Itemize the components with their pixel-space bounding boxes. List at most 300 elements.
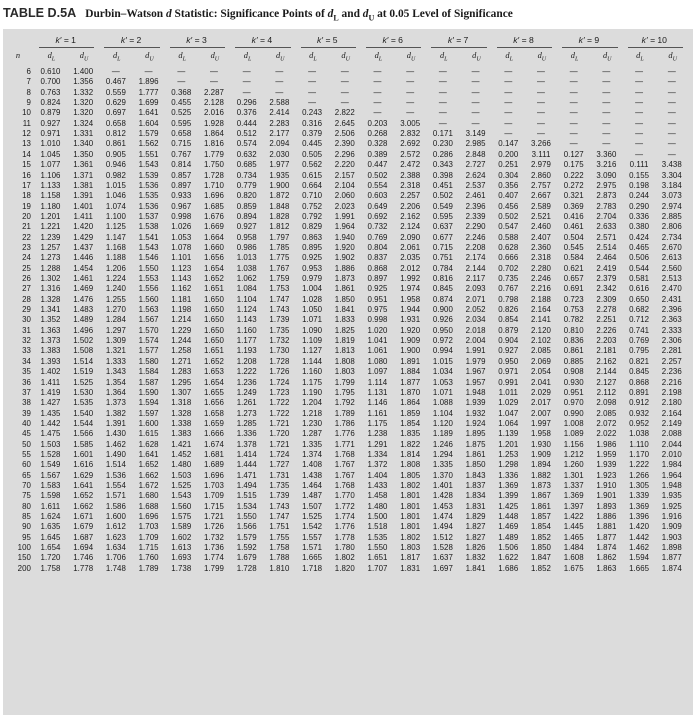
dl-cell: 1.333 [105, 356, 126, 366]
row-n-cell: 11 [22, 118, 31, 128]
dl-cell: 0.904 [498, 336, 519, 346]
row-n-cell: 40 [22, 418, 31, 428]
table-tag: TABLE D.5A [3, 6, 77, 20]
du-cell: 1.900 [400, 346, 421, 356]
du-cell: 1.801 [400, 522, 421, 532]
du-cell: 1.750 [204, 160, 224, 170]
du-cell: 1.514 [73, 356, 94, 366]
dl-cell: 0.905 [105, 149, 126, 159]
dl-cell: 0.692 [367, 211, 388, 221]
du-cell: 1.803 [400, 543, 421, 553]
dl-cell: 1.061 [367, 346, 388, 356]
dl-cell: 0.682 [629, 305, 650, 315]
table-row [7, 243, 689, 253]
du-cell: 1.891 [400, 356, 421, 366]
table-row [7, 357, 689, 367]
dl-cell: 1.399 [498, 491, 519, 501]
du-cell: 2.280 [531, 263, 551, 273]
du-cell: 1.535 [73, 398, 94, 408]
du-cell: 1.739 [269, 491, 290, 501]
dl-cell: 0.343 [432, 160, 453, 170]
du-cell: 2.822 [334, 108, 355, 118]
du-cell: 2.414 [269, 108, 290, 118]
row-n-cell: 55 [22, 449, 31, 459]
row-n-cell: 10 [22, 108, 31, 118]
dl-cell: 1.222 [629, 460, 650, 470]
du-cell: 2.513 [661, 274, 682, 283]
dl-cell: 1.543 [171, 491, 192, 501]
k-group-rule [235, 47, 290, 48]
du-cell: 1.816 [204, 139, 224, 149]
du-cell: 1.461 [73, 274, 94, 283]
du-cell: 2.472 [400, 160, 421, 170]
dl-cell: 1.011 [498, 387, 518, 397]
du-cell: 1.361 [73, 160, 94, 170]
dl-cell: 1.053 [432, 377, 453, 387]
du-cell: 1.896 [138, 77, 159, 87]
dl-cell: 0.897 [367, 274, 388, 283]
dl-cell: 0.657 [563, 274, 584, 283]
du-cell: 1.909 [400, 336, 421, 346]
du-cell: 1.772 [334, 501, 355, 511]
du-cell: 1.864 [400, 398, 421, 408]
dl-cell: 1.190 [302, 387, 323, 397]
dl-cell: 1.427 [40, 398, 61, 408]
du-cell: 1.721 [269, 418, 290, 428]
du-cell: 1.722 [269, 408, 290, 418]
dl-cell: 0.816 [432, 274, 453, 283]
dl-cell: 0.650 [629, 294, 650, 304]
dl-cell: 0.979 [302, 274, 323, 283]
dl-cell: 0.595 [171, 118, 192, 128]
dl-cell: 0.952 [629, 418, 650, 428]
du-cell: 1.872 [269, 191, 290, 201]
dl-cell: 1.335 [432, 460, 453, 470]
du-cell: 2.010 [661, 449, 682, 459]
dl-cell: — [373, 77, 382, 87]
du-column-header: $d_U$ [537, 51, 547, 63]
du-cell: 2.104 [334, 180, 355, 190]
dl-cell: 1.260 [563, 460, 584, 470]
dl-cell: 0.735 [498, 274, 519, 283]
dl-cell: 1.534 [236, 501, 257, 511]
du-cell: — [275, 87, 284, 97]
dl-cell: 1.162 [171, 284, 192, 294]
dl-cell: 0.763 [40, 87, 61, 97]
du-cell: 2.220 [334, 160, 355, 170]
dl-cell: 0.950 [498, 356, 519, 366]
dl-cell: 0.753 [563, 305, 584, 315]
du-cell: 2.157 [334, 170, 355, 180]
du-cell: 1.652 [204, 274, 224, 283]
du-cell: 1.986 [596, 439, 617, 449]
dl-cell: 1.078 [171, 242, 192, 252]
du-cell: — [602, 139, 611, 149]
du-cell: 2.072 [596, 418, 617, 428]
du-cell: 2.783 [596, 201, 617, 211]
dl-cell: 1.004 [302, 284, 323, 294]
row-n-cell: 22 [22, 232, 31, 242]
dl-cell: — [504, 118, 513, 128]
du-cell: 1.641 [138, 108, 159, 118]
dl-cell: 0.407 [498, 191, 519, 201]
du-cell: 1.841 [334, 305, 355, 315]
k-value: 2 [136, 35, 142, 45]
dl-cell: 0.700 [40, 77, 61, 87]
dl-cell: 1.294 [432, 449, 453, 459]
du-cell: 1.964 [334, 222, 355, 232]
du-cell: 3.090 [596, 170, 617, 180]
dl-cell: 0.200 [498, 149, 519, 159]
dl-cell: 0.972 [432, 336, 453, 346]
dl-cell: 0.666 [498, 253, 519, 263]
du-cell: 1.650 [204, 294, 224, 304]
dl-cell: 1.634 [105, 543, 126, 553]
dl-cell: 1.442 [40, 418, 61, 428]
du-cell: 1.935 [269, 170, 290, 180]
row-n-cell: 30 [22, 315, 31, 325]
dl-cell: 0.304 [498, 170, 519, 180]
du-cell: — [602, 108, 611, 118]
dl-cell: 1.594 [629, 553, 650, 563]
dl-cell: 1.611 [40, 501, 61, 511]
du-cell: — [537, 129, 545, 139]
dl-cell: 0.445 [302, 139, 323, 149]
dl-cell: 1.475 [40, 429, 61, 439]
du-cell: 1.655 [204, 387, 224, 397]
du-cell: 1.774 [334, 512, 355, 522]
dl-cell: 1.034 [432, 367, 453, 377]
dl-cell: 1.503 [171, 470, 192, 480]
du-cell: 1.813 [334, 346, 355, 356]
dl-cell: 1.393 [40, 356, 61, 366]
du-cell: 1.979 [465, 356, 486, 366]
dl-cell: — [308, 98, 317, 108]
dl-cell: 1.110 [629, 439, 649, 449]
du-cell: 2.226 [596, 325, 617, 335]
du-cell: 2.613 [661, 253, 682, 263]
dl-cell: 1.156 [563, 439, 584, 449]
table-row [7, 512, 689, 522]
du-cell: 1.819 [334, 336, 355, 346]
du-cell: 1.676 [204, 211, 224, 221]
dl-cell: 1.301 [563, 470, 584, 480]
du-cell: 3.005 [400, 118, 421, 128]
du-cell: 1.709 [204, 491, 224, 501]
dl-cell: 1.084 [236, 284, 257, 294]
dl-cell: 1.284 [105, 315, 126, 325]
du-cell: 1.537 [138, 211, 159, 221]
du-cell: 2.588 [269, 98, 290, 108]
dl-cell: — [569, 108, 578, 118]
du-cell: 1.688 [138, 501, 159, 511]
du-cell: 2.360 [531, 242, 551, 252]
du-cell: 2.979 [531, 160, 551, 170]
dl-cell: 1.484 [563, 543, 584, 553]
k-group-rule [301, 47, 356, 48]
du-cell: 2.470 [661, 284, 682, 294]
table-caption: Durbin–Watson d Statistic: Significance Points of $d_L$ and $d_U$ at 0.05 Level of Significance [85, 8, 513, 23]
du-cell: 1.808 [334, 356, 355, 366]
dl-cell: 0.784 [432, 263, 453, 273]
du-cell: 2.537 [465, 180, 486, 190]
du-cell: 1.924 [465, 418, 486, 428]
du-cell: 1.536 [138, 201, 159, 211]
dl-cell: 0.712 [629, 315, 650, 325]
du-cell: 1.789 [138, 563, 159, 573]
dl-cell: 0.203 [367, 118, 388, 128]
dl-cell: 1.686 [498, 563, 519, 573]
dl-cell: 1.635 [40, 522, 61, 532]
dl-cell: 1.525 [171, 481, 192, 490]
du-cell: 1.863 [596, 563, 617, 573]
dl-cell: 1.383 [40, 346, 61, 356]
dl-cell: 1.720 [40, 553, 61, 563]
dl-cell: 0.927 [498, 346, 519, 356]
table-row [7, 450, 689, 460]
du-cell: 2.023 [334, 201, 355, 211]
du-cell: 1.570 [138, 325, 159, 335]
du-cell: 1.802 [334, 553, 355, 563]
dl-cell: 0.782 [563, 315, 584, 325]
du-cell: — [275, 77, 284, 87]
du-cell: 1.834 [465, 491, 486, 501]
dl-cell: 0.456 [498, 201, 519, 211]
du-cell: 1.715 [204, 501, 224, 511]
du-cell: 1.826 [465, 543, 486, 553]
table-row [7, 388, 689, 398]
dl-cell: 1.550 [236, 512, 257, 522]
du-cell: 2.460 [531, 222, 551, 232]
du-cell: 2.832 [400, 129, 421, 139]
du-cell: 1.779 [204, 149, 224, 159]
du-cell: 2.246 [531, 274, 551, 283]
k-value: 10 [657, 35, 667, 45]
dl-cell: 1.566 [236, 522, 257, 532]
dl-cell: 1.273 [236, 408, 257, 418]
dl-cell: 1.046 [105, 191, 126, 201]
dl-cell: 0.894 [236, 211, 257, 221]
dl-cell: 0.616 [629, 284, 650, 294]
dl-cell: 1.608 [563, 553, 584, 563]
dl-cell: 0.795 [629, 346, 650, 356]
dl-cell: 1.109 [302, 336, 323, 346]
du-cell: 1.884 [400, 367, 421, 377]
du-cell: 2.120 [531, 325, 551, 335]
dl-cell: 1.206 [105, 263, 126, 273]
dl-cell: 1.364 [105, 387, 126, 397]
du-cell: 1.699 [138, 98, 159, 108]
du-cell: 1.785 [269, 242, 290, 252]
du-column-header: $d_U$ [145, 51, 154, 63]
du-cell: 1.778 [334, 532, 355, 542]
table-row [7, 77, 689, 87]
dl-cell: 1.480 [367, 501, 388, 511]
dl-cell: 0.230 [432, 139, 453, 149]
dl-cell: 1.257 [40, 242, 61, 252]
du-cell: 1.767 [334, 470, 355, 480]
dl-cell: 0.451 [432, 180, 453, 190]
dl-cell: 0.927 [40, 118, 61, 128]
dl-cell: 1.575 [171, 512, 192, 522]
table-row [7, 284, 689, 294]
dl-cell: 0.447 [367, 160, 388, 170]
k-group-rule [562, 47, 617, 48]
dl-cell: 1.339 [629, 491, 650, 501]
du-cell: 1.964 [661, 470, 682, 480]
du-column-header: $d_U$ [602, 51, 612, 63]
table-row [7, 191, 689, 201]
du-cell: 1.687 [73, 532, 94, 542]
k-group-header [35, 35, 96, 45]
dl-cell: 1.144 [302, 356, 323, 366]
du-cell: 1.910 [596, 481, 617, 490]
dl-column-header: $d_L$ [636, 51, 644, 63]
du-cell: 1.827 [465, 532, 486, 542]
dl-cell: 1.295 [171, 377, 192, 387]
du-cell: 1.861 [465, 449, 486, 459]
du-cell: 1.925 [661, 501, 682, 511]
du-cell: 1.671 [73, 512, 94, 522]
du-cell: 1.827 [465, 522, 486, 532]
du-cell: 2.198 [661, 387, 682, 397]
du-cell: 1.898 [661, 543, 682, 553]
dl-cell: 1.127 [302, 346, 323, 356]
dl-cell: — [242, 77, 251, 87]
dl-cell: 1.177 [236, 336, 257, 346]
dl-cell: 1.622 [498, 553, 519, 563]
dl-cell: 1.158 [40, 191, 61, 201]
dl-cell: 1.222 [236, 367, 257, 377]
table-panel [3, 29, 693, 715]
du-cell: 2.208 [465, 242, 486, 252]
k-value: 6 [398, 35, 403, 45]
dl-cell: 1.208 [236, 356, 257, 366]
dl-cell: 1.738 [171, 563, 192, 573]
du-cell: 1.685 [204, 201, 224, 211]
du-cell: 2.112 [596, 387, 617, 397]
du-cell: 1.715 [138, 543, 159, 553]
dl-cell: 0.868 [367, 263, 388, 273]
du-cell: 2.396 [465, 201, 486, 211]
du-cell: 1.900 [269, 180, 290, 190]
dl-cell: 0.982 [105, 170, 126, 180]
du-cell: 2.128 [204, 98, 224, 108]
du-cell: 2.054 [531, 367, 551, 377]
dl-cell: 0.895 [302, 242, 323, 252]
row-n-cell: 32 [22, 336, 31, 346]
du-cell: — [667, 149, 676, 159]
du-cell: 1.967 [465, 367, 486, 377]
du-column-header: $d_U$ [79, 51, 89, 63]
dl-cell: 0.544 [629, 263, 650, 273]
dl-cell: 1.064 [498, 418, 519, 428]
dl-cell: 0.925 [367, 284, 388, 294]
du-cell: 2.034 [465, 315, 486, 325]
row-n-cell: 12 [22, 129, 31, 139]
dl-cell: 1.090 [302, 325, 323, 335]
dl-cell: 0.885 [563, 356, 584, 366]
dl-cell: 0.715 [171, 139, 192, 149]
dl-cell: 1.244 [171, 336, 192, 346]
dl-cell: 0.272 [563, 180, 584, 190]
dl-cell: — [111, 67, 120, 76]
dl-cell: 1.010 [40, 139, 61, 149]
du-cell: 1.852 [531, 563, 551, 573]
du-cell: — [340, 98, 349, 108]
du-cell: 2.975 [596, 180, 617, 190]
du-cell: 2.206 [400, 201, 421, 211]
k-value: 1 [71, 35, 76, 45]
du-cell: 1.774 [204, 553, 224, 563]
du-cell: 1.525 [73, 377, 94, 387]
dl-cell: — [308, 87, 317, 97]
du-cell: 1.696 [138, 512, 159, 522]
du-cell: 2.069 [531, 356, 551, 366]
dl-cell: 0.991 [498, 377, 519, 387]
du-column-header: $d_U$ [210, 51, 220, 63]
row-n-cell: 39 [22, 408, 31, 418]
du-cell: 1.562 [138, 139, 159, 149]
dl-cell: 1.181 [171, 294, 192, 304]
du-cell: 1.747 [269, 512, 290, 522]
du-cell: 1.739 [269, 315, 290, 325]
row-n-cell: 8 [26, 87, 31, 97]
du-cell: — [602, 87, 611, 97]
du-cell: 1.454 [73, 263, 94, 273]
dl-cell: 1.425 [498, 501, 519, 511]
k-label: k′ = [317, 35, 333, 45]
du-column-header: $d_U$ [341, 51, 350, 63]
dl-column-header: $d_L$ [309, 51, 317, 63]
du-cell: 3.360 [596, 149, 617, 159]
dl-cell: 0.897 [171, 180, 192, 190]
du-cell: 1.920 [400, 325, 421, 335]
du-cell: 1.940 [334, 232, 355, 242]
dl-cell: 1.600 [105, 512, 126, 522]
dl-cell: 0.416 [563, 211, 584, 221]
du-cell: 1.371 [73, 170, 94, 180]
dl-cell: — [373, 108, 382, 118]
du-cell: 1.629 [73, 470, 94, 480]
du-cell: 2.030 [269, 149, 290, 159]
dl-cell: — [635, 77, 644, 87]
dl-cell: 1.435 [40, 408, 61, 418]
du-cell: 2.806 [661, 222, 682, 232]
du-cell: 1.768 [334, 449, 355, 459]
dl-cell: — [373, 67, 382, 76]
dl-cell: 1.462 [629, 543, 650, 553]
du-cell: 2.757 [531, 180, 551, 190]
k-label: k′ = [55, 35, 72, 45]
du-cell: 1.543 [138, 160, 159, 170]
du-cell: 1.538 [138, 222, 159, 232]
du-cell: — [406, 108, 415, 118]
dl-cell: 1.397 [563, 501, 584, 511]
du-cell: 2.052 [465, 305, 486, 315]
dl-cell: 1.309 [105, 336, 126, 346]
du-cell: 2.670 [661, 242, 682, 252]
dl-cell: 0.967 [171, 201, 192, 211]
dl-column-header: $d_L$ [570, 51, 579, 63]
du-cell: 2.164 [661, 408, 682, 418]
du-cell: 3.073 [661, 191, 682, 201]
dl-cell: 1.363 [40, 325, 61, 335]
dl-cell: 1.448 [498, 512, 519, 522]
dl-cell: 0.697 [105, 108, 126, 118]
du-cell: 1.469 [73, 284, 94, 294]
dl-cell: — [373, 87, 382, 97]
